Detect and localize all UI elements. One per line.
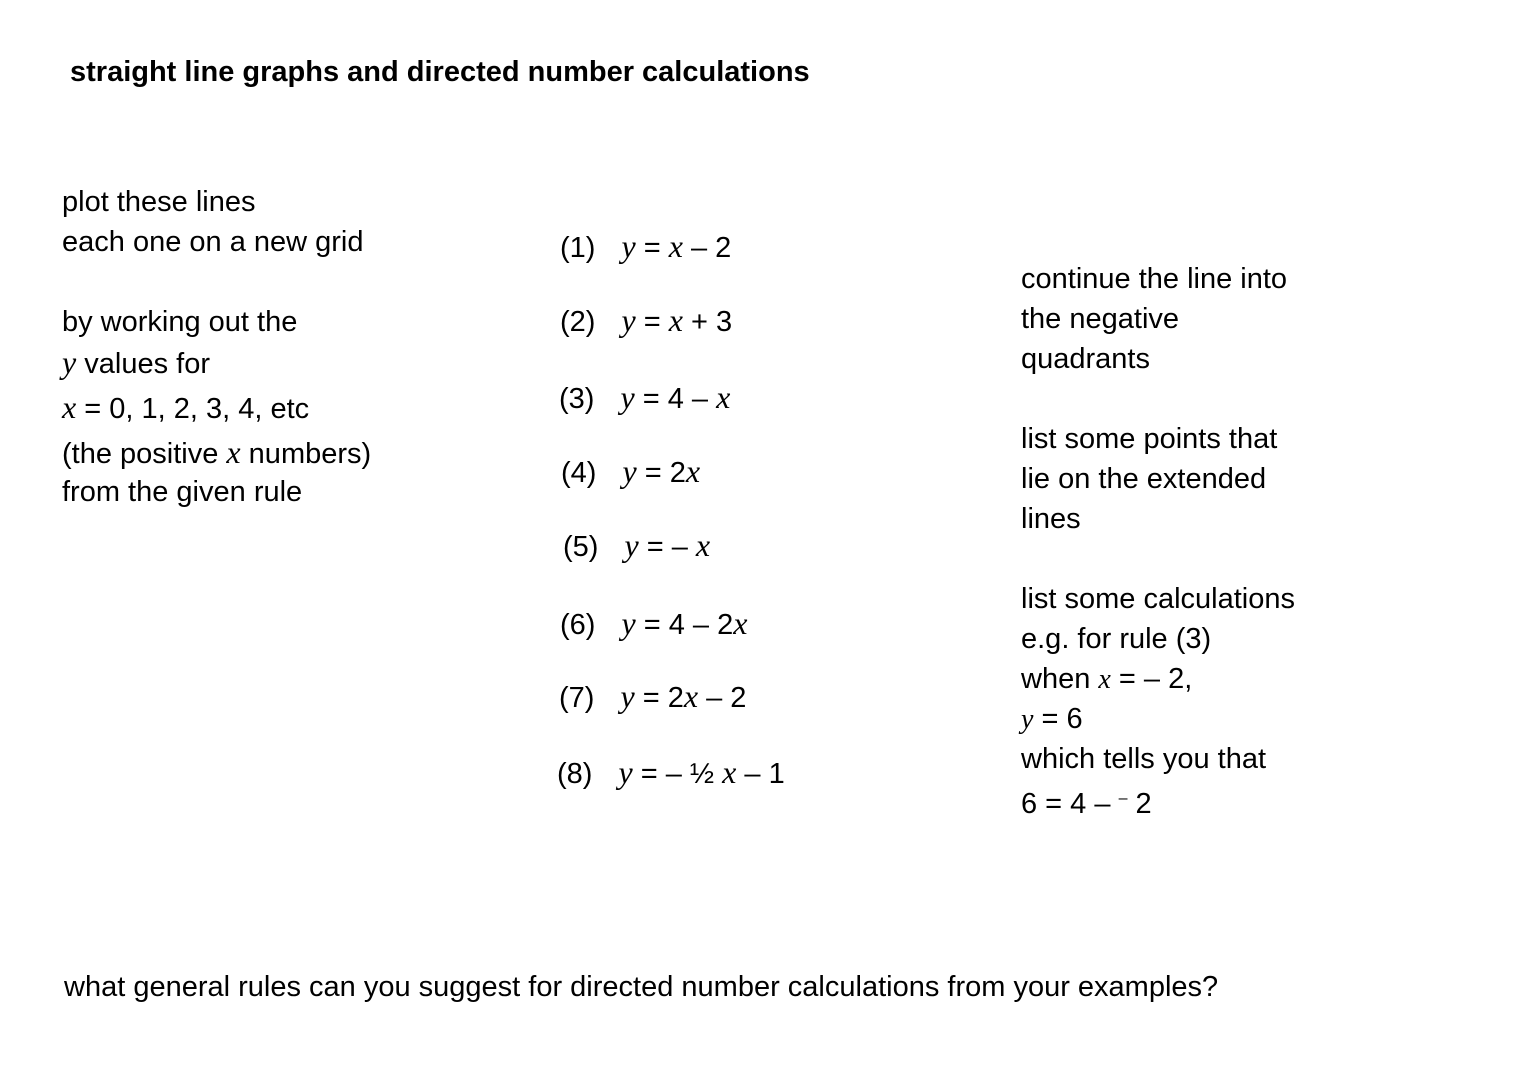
variable-y: y — [1021, 704, 1034, 735]
instruction-line: from the given rule — [62, 476, 303, 508]
variable-x: x — [685, 453, 701, 489]
instruction-line — [1021, 699, 1295, 739]
equation-4 — [561, 451, 700, 491]
equation-text: = 2 — [634, 682, 684, 714]
equation-8 — [557, 752, 785, 792]
instruction-line — [1021, 779, 1295, 819]
equation-7 — [559, 676, 746, 716]
equation-number: (5) — [563, 531, 599, 563]
equation-number: (8) — [557, 758, 593, 790]
equation-number: (4) — [561, 457, 597, 489]
equation-text: = 4 – — [634, 383, 717, 415]
equation-text: – 1 — [736, 758, 785, 790]
variable-x: x — [1098, 664, 1111, 695]
equation-2 — [560, 300, 732, 340]
variable-x: x — [722, 754, 737, 790]
instruction-line: plot these lines — [62, 186, 256, 218]
equation-rule — [620, 377, 730, 419]
variable-x: x — [668, 302, 683, 338]
variable-y: y — [621, 302, 636, 338]
variable-x: x — [226, 434, 241, 470]
instruction-line: which tells you that — [1021, 743, 1267, 775]
equation-number: (6) — [560, 609, 596, 641]
variable-x: x — [716, 379, 731, 415]
instruction-text: numbers) — [240, 438, 372, 470]
equation-text: + 3 — [682, 306, 733, 338]
equation-number: (7) — [559, 682, 595, 714]
variable-y: y — [62, 344, 77, 380]
variable-y: y — [621, 228, 636, 264]
instructions-right — [1021, 259, 1295, 819]
equation-number: (3) — [559, 383, 595, 415]
closing-question: what general rules can you suggest for directed number calculations from your examples? — [64, 971, 1219, 1003]
equation-text: = 2 — [636, 457, 686, 489]
variable-x: x — [695, 527, 711, 563]
equation-text: = – — [638, 531, 696, 563]
negative-sign: – — [1118, 790, 1128, 807]
equation-rule — [620, 676, 746, 718]
instruction-line: lines — [1021, 503, 1081, 535]
equation-text: = — [635, 232, 669, 264]
variable-x: x — [62, 389, 77, 425]
equation-text: = 4 – 2 — [635, 609, 734, 641]
instruction-line: list some calculations — [1021, 583, 1295, 615]
equation-3 — [559, 377, 730, 417]
instruction-line: by working out the — [62, 306, 298, 338]
variable-x: x — [668, 228, 683, 264]
instruction-line: the negative — [1021, 303, 1180, 335]
instruction-line: quadrants — [1021, 343, 1150, 375]
equation-rule — [621, 603, 747, 645]
equation-rule — [622, 451, 700, 493]
variable-y: y — [620, 379, 635, 415]
instruction-line: e.g. for rule (3) — [1021, 623, 1212, 655]
instructions-left — [62, 182, 371, 512]
instruction-line — [62, 432, 371, 472]
variable-y: y — [620, 678, 635, 714]
instruction-line — [62, 387, 371, 427]
equation-rule — [621, 226, 731, 268]
variable-x: x — [683, 678, 699, 714]
instruction-text: when — [1021, 663, 1099, 695]
page-title: straight line graphs and directed number calculations — [70, 56, 810, 88]
instruction-text: values for — [76, 348, 210, 380]
instruction-text: = 0, 1, 2, 3, 4, etc — [76, 393, 310, 425]
equation-6 — [560, 603, 747, 643]
equation-text: = — [635, 306, 669, 338]
instruction-text: = 6 — [1033, 703, 1083, 735]
variable-x: x — [733, 605, 748, 641]
instruction-line — [62, 342, 371, 382]
equation-number: (1) — [560, 232, 596, 264]
equation-rule — [624, 525, 710, 567]
instruction-text: (the positive — [62, 438, 227, 470]
instruction-text: 6 = 4 – — [1021, 788, 1119, 820]
instruction-line: list some points that — [1021, 423, 1278, 455]
equation-text: – 2 — [698, 682, 747, 714]
equation-5 — [563, 525, 710, 565]
equation-text: – 2 — [682, 232, 732, 264]
equation-number: (2) — [560, 306, 596, 338]
equation-rule — [618, 752, 784, 794]
variable-y: y — [624, 527, 639, 563]
equation-1 — [560, 226, 731, 266]
equation-text: = – ½ — [632, 758, 723, 790]
instruction-text: = – 2, — [1110, 663, 1193, 695]
instruction-line: lie on the extended — [1021, 463, 1267, 495]
instruction-line — [1021, 659, 1295, 699]
variable-y: y — [621, 605, 636, 641]
instruction-text: 2 — [1127, 788, 1152, 820]
instruction-line: continue the line into — [1021, 263, 1288, 295]
instruction-line: each one on a new grid — [62, 226, 364, 258]
variable-y: y — [622, 453, 637, 489]
variable-y: y — [618, 754, 633, 790]
equation-rule — [621, 300, 732, 342]
